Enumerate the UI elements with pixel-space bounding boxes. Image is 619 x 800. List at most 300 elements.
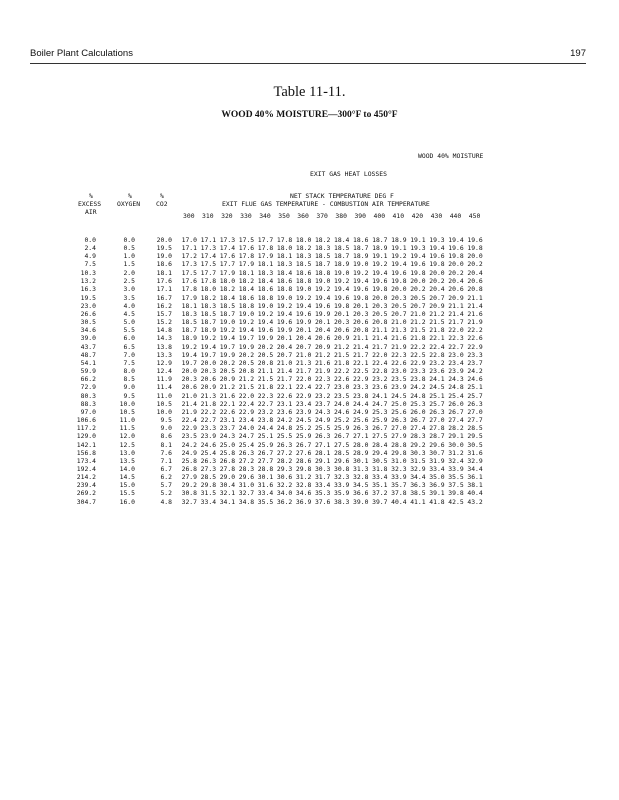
heat-loss-cell: 25.3 xyxy=(410,399,426,408)
heat-loss-cell: 23.2 xyxy=(372,375,388,384)
heat-loss-cell: 26.3 xyxy=(391,416,407,425)
heat-loss-cell: 28.6 xyxy=(295,456,312,465)
heat-loss-cell: 24.9 xyxy=(181,448,197,457)
heat-loss-cell: 22.9 xyxy=(467,342,483,351)
heat-loss-cell: 20.5 xyxy=(219,367,236,376)
co2-cell: 10.0 xyxy=(156,407,172,416)
heat-loss-cell: 19.2 xyxy=(219,326,236,335)
excess-air-cell: 192.4 xyxy=(76,464,96,473)
heat-loss-cell: 21.8 xyxy=(334,358,350,367)
heat-loss-cell: 17.8 xyxy=(257,244,274,253)
table-row xyxy=(0,400,619,408)
co2-cell: 5.7 xyxy=(160,481,172,490)
heat-loss-cell: 26.7 xyxy=(372,424,388,433)
heat-loss-cell: 21.6 xyxy=(219,391,236,400)
heat-loss-cell: 18.4 xyxy=(219,293,236,302)
heat-loss-cell: 20.9 xyxy=(448,293,464,302)
heat-loss-cell: 19.4 xyxy=(238,326,255,335)
heat-loss-cell: 19.6 xyxy=(410,260,426,269)
heat-loss-cell: 27.1 xyxy=(353,432,369,441)
heat-loss-cell: 17.1 xyxy=(200,236,217,244)
co2-cell: 8.6 xyxy=(160,432,172,441)
heat-loss-cell: 19.4 xyxy=(200,342,217,351)
heat-loss-cell: 25.0 xyxy=(219,440,236,449)
heat-loss-cell: 22.9 xyxy=(410,358,426,367)
table-row xyxy=(0,236,619,244)
heat-loss-cell: 24.4 xyxy=(353,399,369,408)
heat-loss-cell: 36.6 xyxy=(353,489,369,498)
heat-loss-cell: 21.4 xyxy=(353,342,369,351)
excess-air-cell: 97.0 xyxy=(80,407,96,416)
running-head-title: Boiler Plant Calculations xyxy=(30,48,133,59)
heat-loss-cell: 20.6 xyxy=(448,285,464,294)
heat-loss-cell: 29.5 xyxy=(467,432,483,441)
heat-loss-cell: 27.7 xyxy=(467,416,483,425)
heat-loss-cell: 24.3 xyxy=(219,432,236,441)
excess-air-cell: 10.3 xyxy=(80,269,96,278)
heat-loss-cell: 22.1 xyxy=(353,358,369,367)
heat-loss-cell: 27.7 xyxy=(257,456,274,465)
heat-loss-cell: 18.2 xyxy=(219,285,236,294)
heat-loss-cell: 28.4 xyxy=(372,440,388,449)
heat-loss-cell: 25.9 xyxy=(372,416,388,425)
co2-cell: 11.4 xyxy=(156,383,172,392)
heat-loss-cell: 35.3 xyxy=(314,489,331,498)
excess-air-cell: 4.9 xyxy=(84,252,96,261)
temperature-header-cell: 390 xyxy=(354,212,366,220)
heat-loss-cell: 23.4 xyxy=(448,358,464,367)
heat-loss-cell: 38.5 xyxy=(410,489,426,498)
heat-loss-cell: 33.4 xyxy=(314,481,331,490)
heat-loss-cell: 27.0 xyxy=(467,407,483,416)
heat-loss-cell: 23.9 xyxy=(295,407,312,416)
heat-loss-cell: 27.0 xyxy=(429,416,445,425)
heat-loss-cell: 20.1 xyxy=(295,326,312,335)
heat-loss-cell: 20.4 xyxy=(448,277,464,286)
heat-loss-cell: 18.0 xyxy=(295,236,312,244)
excess-air-cell: 156.8 xyxy=(76,448,96,457)
heat-loss-cell: 20.8 xyxy=(372,318,388,327)
excess-air-cell: 2.4 xyxy=(84,244,96,253)
oxygen-cell: 7.0 xyxy=(123,350,135,359)
oxygen-cell: 6.5 xyxy=(123,342,135,351)
heat-loss-cell: 23.3 xyxy=(467,350,483,359)
heat-loss-cell: 21.6 xyxy=(391,334,407,343)
heat-loss-cell: 23.7 xyxy=(314,399,331,408)
heat-loss-cell: 29.6 xyxy=(334,456,350,465)
excess-air-cell: 39.0 xyxy=(80,334,96,343)
heat-loss-cell: 21.7 xyxy=(448,318,464,327)
heat-loss-cell: 25.4 xyxy=(448,391,464,400)
heat-loss-cell: 21.8 xyxy=(429,326,445,335)
net-stack-temp-header: NET STACK TEMPERATURE DEG F xyxy=(290,192,394,200)
heat-loss-cell: 36.9 xyxy=(429,481,445,490)
heat-loss-cell: 19.8 xyxy=(391,277,407,286)
heat-loss-cell: 19.4 xyxy=(391,260,407,269)
oxygen-cell: 12.0 xyxy=(119,432,135,441)
heat-loss-cell: 18.5 xyxy=(181,318,197,327)
heat-loss-cell: 39.0 xyxy=(353,497,369,506)
heat-loss-cell: 18.4 xyxy=(334,236,350,244)
excess-air-cell: 80.3 xyxy=(80,391,96,400)
heat-loss-cell: 24.8 xyxy=(410,391,426,400)
table-row xyxy=(0,408,619,416)
heat-loss-cell: 28.3 xyxy=(238,464,255,473)
co2-cell: 14.8 xyxy=(156,326,172,335)
table-row xyxy=(0,489,619,497)
heat-loss-cell: 32.1 xyxy=(219,489,236,498)
heat-loss-cell: 19.0 xyxy=(276,293,293,302)
heat-loss-cell: 21.1 xyxy=(448,301,464,310)
heat-loss-cell: 18.0 xyxy=(276,244,293,253)
heat-loss-cell: 19.9 xyxy=(219,350,236,359)
heat-loss-cell: 20.0 xyxy=(181,367,197,376)
oxygen-cell: 3.0 xyxy=(123,285,135,294)
oxygen-cell: 15.0 xyxy=(119,481,135,490)
table-row xyxy=(0,465,619,473)
heat-loss-cell: 23.1 xyxy=(276,399,293,408)
heat-loss-cell: 19.9 xyxy=(295,318,312,327)
heat-loss-cell: 23.0 xyxy=(334,383,350,392)
heat-loss-cell: 23.2 xyxy=(257,407,274,416)
excess-air-cell: 66.2 xyxy=(80,375,96,384)
heat-loss-cell: 34.4 xyxy=(410,473,426,482)
heat-loss-cell: 24.5 xyxy=(429,383,445,392)
heat-loss-cell: 19.2 xyxy=(391,252,407,261)
heat-loss-cell: 17.8 xyxy=(276,236,293,244)
heat-loss-cell: 24.3 xyxy=(448,375,464,384)
co2-cell: 11.9 xyxy=(156,375,172,384)
heat-loss-cell: 20.9 xyxy=(429,301,445,310)
heat-loss-cell: 28.8 xyxy=(257,464,274,473)
heat-loss-cell: 30.0 xyxy=(448,440,464,449)
heat-loss-cell: 22.0 xyxy=(448,326,464,335)
heat-loss-cell: 20.7 xyxy=(276,350,293,359)
heat-loss-cell: 35.7 xyxy=(391,481,407,490)
co2-cell: 18.1 xyxy=(156,269,172,278)
running-head xyxy=(30,46,586,64)
heat-loss-cell: 21.7 xyxy=(295,367,312,376)
co2-cell: 7.1 xyxy=(160,456,172,465)
heat-loss-cell: 22.1 xyxy=(276,383,293,392)
heat-loss-cell: 19.8 xyxy=(334,301,350,310)
heat-loss-cell: 23.9 xyxy=(200,432,217,441)
heat-loss-cell: 20.1 xyxy=(276,334,293,343)
table-caption: WOOD 40% MOISTURE—300°F to 450°F xyxy=(221,110,398,120)
heat-loss-cell: 20.8 xyxy=(467,285,483,294)
heat-loss-cell: 19.2 xyxy=(314,285,331,294)
excess-air-cell: 34.6 xyxy=(80,326,96,335)
heat-loss-cell: 37.6 xyxy=(314,497,331,506)
excess-air-cell: 16.3 xyxy=(80,285,96,294)
excess-air-cell: 72.9 xyxy=(80,383,96,392)
heat-loss-cell: 26.7 xyxy=(448,407,464,416)
heat-loss-cell: 21.9 xyxy=(391,342,407,351)
heat-loss-cell: 21.0 xyxy=(295,350,312,359)
heat-loss-cell: 17.3 xyxy=(181,260,197,269)
heat-loss-cell: 18.3 xyxy=(276,260,293,269)
heat-loss-cell: 34.8 xyxy=(238,497,255,506)
table-row xyxy=(0,326,619,334)
heat-loss-cell: 23.4 xyxy=(238,416,255,425)
oxygen-cell: 1.5 xyxy=(123,260,135,269)
heat-loss-cell: 22.4 xyxy=(372,358,388,367)
excess-air-cell: 48.7 xyxy=(80,350,96,359)
heat-loss-cell: 18.2 xyxy=(295,244,312,253)
heat-loss-cell: 20.7 xyxy=(295,342,312,351)
heat-loss-cell: 27.2 xyxy=(238,456,255,465)
heat-loss-cell: 30.5 xyxy=(467,440,483,449)
table-row xyxy=(0,392,619,400)
heat-loss-cell: 18.7 xyxy=(334,252,350,261)
heat-loss-cell: 20.7 xyxy=(391,309,407,318)
heat-loss-cell: 20.0 xyxy=(448,260,464,269)
heat-loss-cell: 38.1 xyxy=(467,481,483,490)
heat-loss-cell: 22.4 xyxy=(429,342,445,351)
heat-loss-cell: 21.5 xyxy=(257,375,274,384)
heat-loss-cell: 24.8 xyxy=(276,424,293,433)
heat-loss-cell: 22.0 xyxy=(372,350,388,359)
heat-loss-cell: 18.5 xyxy=(314,252,331,261)
heat-loss-cell: 19.2 xyxy=(257,309,274,318)
heat-loss-cell: 19.1 xyxy=(391,244,407,253)
heat-loss-cell: 21.1 xyxy=(467,293,483,302)
heat-loss-cell: 20.9 xyxy=(200,383,217,392)
heat-loss-cell: 19.6 xyxy=(334,293,350,302)
heat-loss-cell: 19.4 xyxy=(448,236,464,244)
heat-loss-cell: 35.1 xyxy=(372,481,388,490)
heat-loss-cell: 19.6 xyxy=(429,252,445,261)
heat-loss-cell: 17.0 xyxy=(181,236,197,244)
heat-loss-cell: 27.3 xyxy=(200,464,217,473)
heat-loss-cell: 20.0 xyxy=(410,277,426,286)
heat-loss-cell: 18.0 xyxy=(219,277,236,286)
co2-cell: 17.1 xyxy=(156,285,172,294)
heat-loss-cell: 21.8 xyxy=(200,399,217,408)
heat-loss-cell: 19.8 xyxy=(372,285,388,294)
heat-loss-cell: 24.2 xyxy=(276,416,293,425)
heat-loss-cell: 17.4 xyxy=(200,252,217,261)
heat-loss-cell: 19.8 xyxy=(353,293,369,302)
heat-loss-cell: 28.0 xyxy=(353,440,369,449)
heat-loss-cell: 24.5 xyxy=(391,391,407,400)
heat-loss-cell: 29.3 xyxy=(276,464,293,473)
heat-loss-cell: 25.6 xyxy=(391,407,407,416)
heat-loss-cell: 28.2 xyxy=(276,456,293,465)
heat-loss-cell: 18.9 xyxy=(334,260,350,269)
heat-loss-cell: 21.1 xyxy=(353,334,369,343)
heat-loss-cell: 18.9 xyxy=(181,334,197,343)
heat-loss-cell: 23.8 xyxy=(257,416,274,425)
heat-loss-cell: 18.9 xyxy=(391,236,407,244)
heat-loss-cell: 31.2 xyxy=(295,473,312,482)
heat-loss-cell: 17.5 xyxy=(238,236,255,244)
heat-loss-cell: 36.9 xyxy=(295,497,312,506)
heat-loss-cell: 17.3 xyxy=(219,236,236,244)
heat-loss-cell: 20.1 xyxy=(314,318,331,327)
excess-air-header-line2: AIR xyxy=(85,208,97,216)
heat-loss-cell: 25.9 xyxy=(334,424,350,433)
heat-loss-cell: 29.0 xyxy=(219,473,236,482)
heat-loss-cell: 29.8 xyxy=(295,464,312,473)
heat-loss-cell: 19.2 xyxy=(334,277,350,286)
heat-loss-cell: 21.5 xyxy=(334,350,350,359)
oxygen-cell: 7.5 xyxy=(123,358,135,367)
heat-loss-cell: 21.4 xyxy=(448,309,464,318)
heat-loss-cell: 17.9 xyxy=(257,252,274,261)
excess-air-cell: 142.1 xyxy=(76,440,96,449)
co2-cell: 6.7 xyxy=(160,464,172,473)
heat-loss-cell: 19.4 xyxy=(410,252,426,261)
heat-loss-cell: 24.1 xyxy=(429,375,445,384)
excess-air-cell: 117.2 xyxy=(76,424,96,433)
heat-loss-cell: 20.6 xyxy=(353,318,369,327)
heat-loss-cell: 18.2 xyxy=(200,293,217,302)
co2-cell: 12.9 xyxy=(156,358,172,367)
heat-loss-cell: 20.4 xyxy=(295,334,312,343)
heat-loss-cell: 18.3 xyxy=(314,244,331,253)
heat-loss-cell: 20.2 xyxy=(448,269,464,278)
heat-loss-cell: 19.8 xyxy=(467,244,483,253)
table-row xyxy=(0,481,619,489)
heat-loss-cell: 33.9 xyxy=(334,481,350,490)
heat-loss-cell: 41.8 xyxy=(429,497,445,506)
heat-loss-cell: 26.3 xyxy=(353,424,369,433)
heat-loss-cell: 23.7 xyxy=(219,424,236,433)
co2-cell: 13.3 xyxy=(156,350,172,359)
heat-loss-cell: 27.4 xyxy=(448,416,464,425)
heat-loss-cell: 18.3 xyxy=(181,309,197,318)
heat-loss-cell: 27.4 xyxy=(410,424,426,433)
heat-loss-cell: 18.4 xyxy=(276,269,293,278)
heat-loss-cell: 22.6 xyxy=(276,391,293,400)
heat-loss-cell: 18.8 xyxy=(314,269,331,278)
oxygen-cell: 5.5 xyxy=(123,326,135,335)
heat-loss-cell: 17.8 xyxy=(181,285,197,294)
heat-loss-cell: 18.7 xyxy=(372,236,388,244)
heat-loss-cell: 23.1 xyxy=(219,416,236,425)
heat-loss-cell: 19.6 xyxy=(295,309,312,318)
heat-loss-cell: 31.2 xyxy=(448,448,464,457)
heat-loss-cell: 20.0 xyxy=(391,285,407,294)
temperature-header-cell: 400 xyxy=(373,212,386,220)
heat-loss-cell: 32.7 xyxy=(238,489,255,498)
table-row xyxy=(0,383,619,391)
heat-loss-cell: 25.1 xyxy=(429,391,445,400)
heat-loss-cell: 22.1 xyxy=(219,399,236,408)
heat-loss-cell: 17.7 xyxy=(219,260,236,269)
heat-loss-cell: 31.6 xyxy=(467,448,483,457)
table-row xyxy=(0,285,619,293)
temperature-header-cell: 370 xyxy=(316,212,328,220)
temperature-header-cell: 330 xyxy=(240,212,252,220)
heat-loss-cell: 29.8 xyxy=(200,481,217,490)
heat-loss-cell: 17.4 xyxy=(219,244,236,253)
heat-loss-cell: 20.6 xyxy=(314,334,331,343)
heat-loss-cell: 30.3 xyxy=(410,448,426,457)
co2-cell: 12.4 xyxy=(156,367,172,376)
heat-loss-cell: 28.3 xyxy=(410,432,426,441)
heat-loss-cell: 31.0 xyxy=(391,456,407,465)
heat-loss-cell: 28.2 xyxy=(448,424,464,433)
excess-air-cell: 106.6 xyxy=(76,416,96,425)
oxygen-cell: 11.5 xyxy=(119,424,135,433)
table-row xyxy=(0,367,619,375)
heat-loss-cell: 18.3 xyxy=(257,269,274,278)
heat-loss-cell: 20.4 xyxy=(429,285,445,294)
table-row xyxy=(0,302,619,310)
heat-loss-cell: 27.6 xyxy=(295,448,312,457)
heat-loss-cell: 19.1 xyxy=(410,236,426,244)
heat-loss-cell: 22.8 xyxy=(429,350,445,359)
heat-loss-cell: 37.2 xyxy=(372,489,388,498)
oxygen-cell: 13.0 xyxy=(119,448,135,457)
heat-loss-cell: 21.1 xyxy=(257,367,274,376)
heat-loss-cell: 22.6 xyxy=(467,334,483,343)
heat-loss-cell: 27.9 xyxy=(181,473,197,482)
heat-loss-cell: 34.4 xyxy=(467,464,483,473)
header-rule xyxy=(30,63,586,64)
heat-loss-cell: 19.0 xyxy=(257,301,274,310)
co2-cell: 8.1 xyxy=(160,440,172,449)
table-row xyxy=(0,260,619,268)
heat-loss-cell: 18.4 xyxy=(238,285,255,294)
heat-loss-cell: 17.8 xyxy=(200,277,217,286)
excess-air-cell: 173.4 xyxy=(76,456,96,465)
heat-loss-cell: 24.2 xyxy=(467,367,483,376)
excess-air-cell: 0.0 xyxy=(84,236,96,244)
temperature-header-cell: 420 xyxy=(411,212,424,220)
heat-loss-cell: 18.6 xyxy=(276,277,293,286)
heat-loss-cell: 24.7 xyxy=(238,432,255,441)
heat-loss-cell: 18.7 xyxy=(200,318,217,327)
oxygen-cell: 4.0 xyxy=(123,301,135,310)
heat-loss-cell: 34.1 xyxy=(219,497,236,506)
heat-loss-cell: 17.6 xyxy=(219,252,236,261)
heat-loss-cell: 17.9 xyxy=(238,260,255,269)
heat-loss-cell: 30.8 xyxy=(334,464,350,473)
oxygen-cell: 10.0 xyxy=(119,399,135,408)
heat-loss-cell: 19.4 xyxy=(353,277,369,286)
heat-loss-cell: 31.9 xyxy=(429,456,445,465)
heat-loss-cell: 23.5 xyxy=(334,391,350,400)
heat-loss-cell: 33.4 xyxy=(200,497,217,506)
heat-loss-cell: 20.4 xyxy=(314,326,331,335)
heat-loss-cell: 21.2 xyxy=(314,350,331,359)
oxygen-cell: 6.0 xyxy=(123,334,135,343)
heat-loss-cell: 24.1 xyxy=(372,391,388,400)
corner-label: WOOD 40% MOISTURE xyxy=(418,152,484,160)
table-row xyxy=(0,252,619,260)
heat-loss-cell: 23.0 xyxy=(448,350,464,359)
table-row xyxy=(0,416,619,424)
oxygen-cell: 14.0 xyxy=(119,464,135,473)
heat-loss-cell: 20.5 xyxy=(410,293,426,302)
heat-loss-cell: 26.7 xyxy=(334,432,350,441)
temperature-header-cell: 440 xyxy=(449,212,462,220)
heat-loss-cell: 39.7 xyxy=(372,497,388,506)
heat-loss-cell: 22.5 xyxy=(353,367,369,376)
excess-air-cell: 239.4 xyxy=(76,481,96,490)
heat-loss-cell: 30.5 xyxy=(372,456,388,465)
heat-loss-cell: 20.5 xyxy=(391,301,407,310)
heat-loss-cell: 21.9 xyxy=(467,318,483,327)
heat-loss-cell: 21.0 xyxy=(181,391,197,400)
heat-loss-cell: 32.8 xyxy=(353,473,369,482)
heat-loss-cell: 18.3 xyxy=(200,301,217,310)
heat-loss-cell: 19.6 xyxy=(372,277,388,286)
heat-loss-cell: 25.4 xyxy=(238,440,255,449)
